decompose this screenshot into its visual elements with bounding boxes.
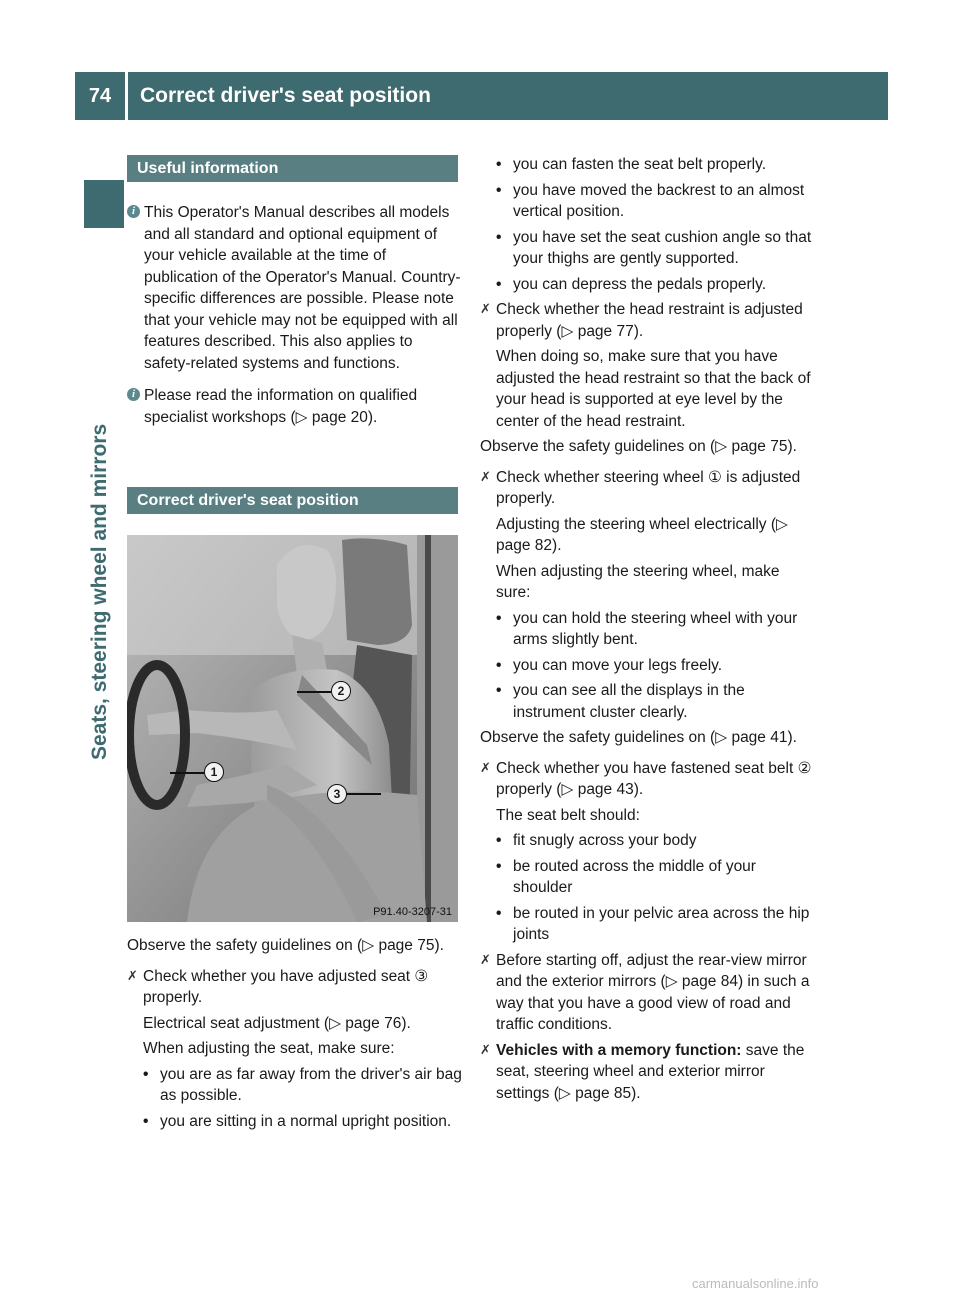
header-divider <box>125 72 128 120</box>
bullet <box>480 227 816 270</box>
bullet-icon: • <box>496 609 502 627</box>
bullet-text: you are sitting in a normal upright position. <box>160 1112 452 1130</box>
step-text: Check whether you have adjusted seat ③ properly. <box>143 967 429 1006</box>
observe-text: Observe the safety guidelines on (▷ page 75). <box>127 937 444 954</box>
page-header <box>75 72 888 120</box>
page-title: Correct driver's seat position <box>140 84 431 107</box>
callout-1: 1 <box>204 762 224 782</box>
page-number: 74 <box>88 85 112 107</box>
step-marker-icon: ✗ <box>127 968 138 984</box>
right-column <box>480 154 816 1104</box>
photo-code: P91.40-3207-31 <box>373 906 452 918</box>
bullet-icon: • <box>496 904 502 922</box>
step-sub: When adjusting the steering wheel, make sure: <box>496 562 780 601</box>
bullet-icon: • <box>496 857 502 875</box>
bullet-text: be routed across the middle of your shoulder <box>513 857 756 896</box>
bullet <box>480 856 816 899</box>
bullet-text: be routed in your pelvic area across the hip joints <box>513 904 810 943</box>
callout-line <box>297 691 331 693</box>
bullet <box>480 655 816 677</box>
step-marker-icon: ✗ <box>480 302 491 317</box>
callout-2: 2 <box>331 681 351 701</box>
bullet-text: you can move your legs freely. <box>513 656 723 674</box>
bullet-icon: • <box>143 1065 149 1083</box>
callout-line <box>170 772 204 774</box>
step-text: save the seat, steering wheel and exterior mirror settings (▷ page 85). <box>496 1041 805 1102</box>
watermark: carmanualsonline.info <box>692 1276 819 1291</box>
step-sub: When doing so, make sure that you have adjusted the head restraint so that the back of your head is supported at eye level by the center of the head restraint. <box>496 348 811 430</box>
bullet-icon: • <box>496 656 502 674</box>
bullet-text: you can depress the pedals properly. <box>513 275 767 293</box>
bullet <box>127 1064 463 1107</box>
step-marker-icon: ✗ <box>480 469 491 485</box>
bullet <box>480 180 816 223</box>
observe-text: Observe the safety guidelines on (▷ page 41). <box>480 729 797 746</box>
callout-line <box>347 793 381 795</box>
step <box>480 758 816 801</box>
bullet-text: you have moved the backrest to an almost vertical position. <box>513 181 805 220</box>
info-icon: i <box>127 205 140 218</box>
info-icon: i <box>127 388 140 401</box>
bullet-icon: • <box>496 228 502 246</box>
driver-seat-photo <box>127 535 458 922</box>
bullet <box>480 274 816 296</box>
bullet-icon: • <box>496 275 502 293</box>
step-text: Check whether the head restraint is adjusted properly (▷ page 77). <box>496 301 803 340</box>
step-marker-icon: ✗ <box>480 952 491 968</box>
bullet-text: you can fasten the seat belt properly. <box>513 156 767 173</box>
bullet-text: you are as far away from the driver's air bag as possible. <box>160 1065 462 1104</box>
bullet-icon: • <box>496 181 502 199</box>
step-text: Check whether you have fastened seat belt ② properly (▷ page 43). <box>496 759 812 798</box>
step-text: Before starting off, adjust the rear-view mirror and the exterior mirrors (▷ page 84) in such a way that you have a good view of road and traffic conditions. <box>496 951 810 1033</box>
step-sub: Adjusting the steering wheel electrically (▷ page 82). <box>496 515 788 554</box>
step-text: Check whether steering wheel ① is adjusted properly. <box>496 468 801 507</box>
section-heading-useful-information: Useful information <box>127 155 458 182</box>
step-marker-icon: ✗ <box>480 760 491 776</box>
bullet-text: you have set the seat cushion angle so that your thighs are gently supported. <box>513 228 812 267</box>
chapter-label <box>88 423 118 790</box>
chapter-label-text: Seats, steering wheel and mirrors <box>88 423 111 760</box>
step-bold-text: Vehicles with a memory function: <box>496 1041 742 1059</box>
bullet <box>480 903 816 946</box>
callout-3: 3 <box>327 784 347 804</box>
step-sub: Electrical seat adjustment (▷ page 76). <box>143 1014 411 1032</box>
bullet-text: you can hold the steering wheel with your arms slightly bent. <box>513 609 798 648</box>
step-sub: When adjusting the seat, make sure: <box>143 1040 395 1057</box>
step <box>480 467 816 510</box>
bullet-icon: • <box>496 832 502 849</box>
bullet <box>480 608 816 651</box>
info-note <box>127 202 463 374</box>
bullet <box>480 830 816 852</box>
observe-text: Observe the safety guidelines on (▷ page 75). <box>480 438 797 455</box>
left-column-top <box>127 202 463 428</box>
info-note <box>127 385 463 428</box>
step-sub: The seat belt should: <box>496 806 640 824</box>
chapter-tab <box>84 180 124 228</box>
step <box>480 299 816 342</box>
bullet <box>480 154 816 176</box>
info-text: This Operator's Manual describes all models and all standard and optional equipment of your vehicle available at the time of publication of the Operator's Manual. Country-specific differences are possible. Please note that your vehicle may not be equipped with all features described. This also applies to safety-related systems and functions. <box>144 204 461 372</box>
bullet <box>480 680 816 723</box>
bullet-text: fit snugly across your body <box>513 832 697 849</box>
left-column-bottom <box>127 935 463 1132</box>
seat-illustration <box>127 535 458 922</box>
info-text: Please read the information on qualified specialist workshops (▷ page 20). <box>144 387 418 426</box>
bullet <box>127 1111 463 1133</box>
bullet-icon: • <box>143 1112 149 1130</box>
bullet-text: you can see all the displays in the instrument cluster clearly. <box>513 682 745 721</box>
section-heading-seat-position: Correct driver's seat position <box>127 487 458 514</box>
bullet-icon: • <box>496 156 502 173</box>
step-marker-icon: ✗ <box>480 1042 491 1058</box>
step <box>127 966 463 1009</box>
step <box>480 950 816 1036</box>
step <box>480 1040 816 1105</box>
bullet-icon: • <box>496 682 502 699</box>
